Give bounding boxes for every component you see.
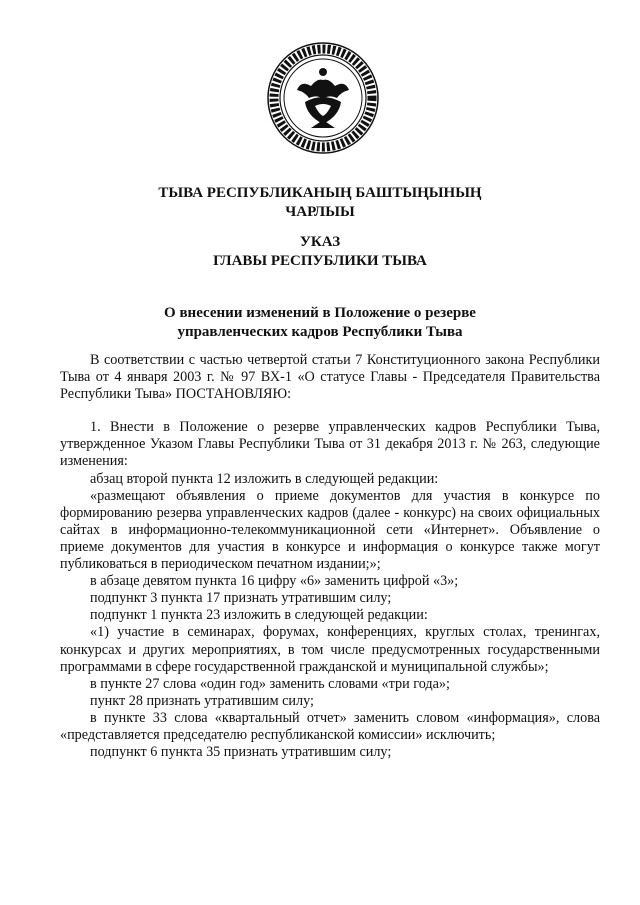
body-paragraph: подпункт 6 пункта 35 признать утратившим силу;: [90, 744, 392, 761]
item-1-paragraph: 1. Внести в Положение о резерве управленческих кадров Республики Тыва, утвержденное Указом Главы Республики Тыва от 31 декабря 2013 г. № 263, следующие изменения:: [60, 419, 600, 470]
body-paragraph: пункт 28 признать утратившим силу;: [90, 692, 314, 709]
body-paragraph: в пункте 33 слова «квартальный отчет» заменить словом «информация», слова «представляется председателю республиканской комиссии» исключить;: [60, 709, 600, 743]
body-paragraph: подпункт 3 пункта 17 признать утратившим силу;: [90, 590, 392, 607]
body-paragraph: «1) участие в семинарах, форумах, конференциях, круглых столах, тренингах, конкурсах и других мероприятиях, в том числе предусмотренных государственными программами в сфере государственной гражданской и муниципальной службы»;: [60, 624, 600, 675]
decree-title-line2: ГЛАВЫ РЕСПУБЛИКИ ТЫВА: [213, 253, 427, 269]
body-paragraph: в абзаце девятом пункта 16 цифру «6» заменить цифрой «3»;: [90, 573, 459, 590]
republic-emblem: [267, 42, 379, 154]
body-paragraph: подпункт 1 пункта 23 изложить в следующей редакции:: [90, 607, 428, 624]
subject-line2: управленческих кадров Республики Тыва: [177, 324, 463, 340]
preamble-paragraph: В соответствии с частью четвертой статьи 7 Конституционного закона Республики Тыва от 4 января 2003 г. № 97 ВХ-1 «О статусе Главы - Председателя Правительства Республики Тыва» ПОСТАНОВЛЯЮ:: [60, 352, 600, 403]
document-body: [60, 352, 600, 761]
body-paragraph: в пункте 27 слова «один год» заменить словами «три года»;: [90, 675, 450, 692]
body-paragraph: «размещают объявления о приеме документов для участия в конкурсе по формированию резерва управленческих кадров (далее - конкурс) на своих официальных сайтах в информационно-телекоммуникационной сети «Интернет». Объявление о приеме документов для участия в конкурсе и информация о конкурсе также могут публиковаться в периодическом печатном издании;»;: [60, 487, 600, 573]
decree-title-line1: УКАЗ: [299, 234, 341, 250]
republic-title-line1: ТЫВА РЕСПУБЛИКАНЫҢ БАШТЫҢЫНЫҢ: [158, 185, 482, 201]
subject-line1: О внесении изменений в Положение о резерве: [164, 305, 476, 321]
body-paragraph: абзац второй пункта 12 изложить в следующей редакции:: [90, 470, 439, 487]
republic-title-line2: ЧАРЛЫЫ: [285, 204, 355, 220]
